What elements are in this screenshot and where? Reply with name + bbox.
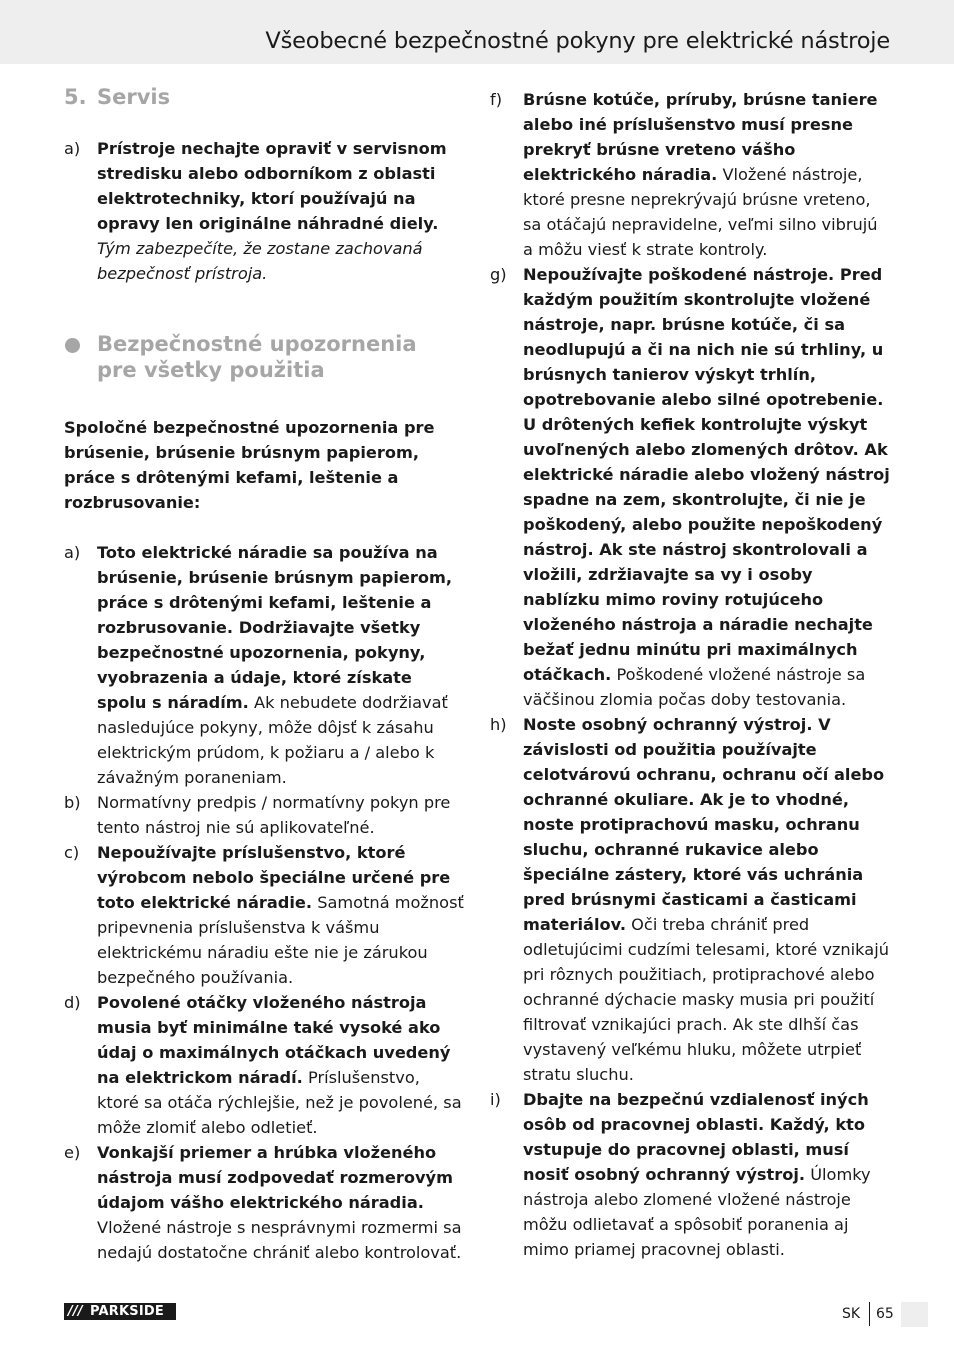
brand-logo [64,1303,176,1320]
list-marker: h) [490,715,507,734]
list-marker: f) [490,90,503,109]
list-item [64,990,464,1140]
item-bold-text: Toto elektrické náradie sa používa na brúsenie, brúsenie brúsnym papierom, práce s drôtenými kefami, leštenie a rozbrusovanie. Dodržiavajte všetky bezpečnostné upozornenia, pokyny, vyobrazenia a údaje, ktoré získate spolu s náradím. [97,543,452,712]
item-normal-text: Vložené nástroje, ktoré presne neprekrývajú brúsne vreteno, sa otáčajú nepravidelne, veľmi silno vibrujú a môžu viesť k strate kontroly. [523,165,878,259]
list-marker: b) [64,793,81,812]
item-bold-text: Brúsne kotúče, príruby, brúsne taniere alebo iné príslušenstvo musí presne prekryť brúsne vreteno vášho elektrického náradia. [523,90,878,184]
left-column [64,84,464,1265]
item-italic-text: Tým zabezpečíte, že zostane zachovaná bezpečnosť prístroja. [97,239,423,283]
page-title: Všeobecné bezpečnostné pokyny pre elektrické nástroje [265,28,890,54]
warnings-intro: Spoločné bezpečnostné upozornenia pre brúsenie, brúsenie brúsnym papierom, práce s drôtenými kefami, leštenie a rozbrusovanie: [64,418,435,512]
item-bold-text: Vonkajší priemer a hrúbka vloženého nástroja musí zodpovedať rozmerovým údajom vášho elektrického náradia. [97,1143,453,1212]
list-marker: a) [64,543,81,562]
item-normal-text: Oči treba chrániť pred odletujúcimi cudzími telesami, ktoré vznikajú pri rôznych použitiach, protiprachové alebo ochranné dýchacie masky musia pri použití filtrovať vznikajúci prach. Ak ste dlhší čas vystavený veľkému hluku, môžete utrpieť stratu sluchu. [523,915,889,1084]
item-normal-text: Normatívny predpis / normatívny pokyn pre tento nástroj nie sú aplikovateľné. [97,793,451,837]
list-item [490,87,890,262]
warnings-title-line2: pre všetky použitia [97,358,325,382]
header-bar [0,0,954,64]
item-bold-text: Prístroje nechajte opraviť v servisnom stredisku alebo odborníkom z oblasti elektrotechniky, ktorí používajú na opravy len originálne náhradné diely. [97,139,447,233]
section-number: 5. [64,85,87,109]
list-marker: g) [490,265,507,284]
list-item-servis-a [64,136,464,286]
item-bold-text: Nepoužívajte príslušenstvo, ktoré výrobcom nebolo špeciálne určené pre toto elektrické náradie. [97,843,451,912]
list-marker: c) [64,843,80,862]
logo-slashes-icon: /// [68,1304,83,1319]
footer-divider [869,1302,870,1326]
section-title: Servis [97,85,171,109]
section-heading-servis [64,84,464,110]
item-bold-text: Povolené otáčky vloženého nástroja musia byť minimálne také vysoké ako údaj o maximálnych otáčkach uvedený na elektrickom náradí. [97,993,451,1087]
list-item [64,790,464,840]
list-marker: a) [64,139,81,158]
list-marker: e) [64,1143,81,1162]
item-bold-text: Dbajte na bezpečnú vzdialenosť iných osôb od pracovnej oblasti. Každý, kto vstupuje do pracovnej oblasti, musí nosiť osobný ochranný výstroj. [523,1090,869,1184]
bullet-icon [65,338,80,353]
item-bold-text: Noste osobný ochranný výstroj. V závislosti od použitia používajte celotvárovú ochranu, ochranu očí alebo ochranné okuliare. Ak je to vhodné, noste protiprachovú masku, ochranu sluchu, ochranné rukavice alebo špeciálne zástery, ktoré vás uchránia pred brúsnymi časticami a časticami materiálov. [523,715,885,934]
item-bold-text: Nepoužívajte poškodené nástroje. Pred každým použitím skontrolujte vložené nástroje, napr. brúsne kotúče, či sa neodlupujú a či na nich nie sú trhliny, u brúsnych tanierov výskyt trhlín, opotrebovanie alebo silné opotrebenie. U drôtených kefiek kontrolujte výskyt uvoľnených alebo zlomených drôtov. Ak elektrické náradie alebo vložený nástroj spadne na zem, skontrolujte, či nie je poškodený, alebo použite nepoškodený nástroj. Ak ste nástroj skontrolovali a vložili, zdržiavajte sa vy i osoby nablízku mimo roviny rotujúceho vloženého nástroja a náradie nechajte bežať jednu minútu pri maximálnych otáčkach. [523,265,890,684]
list-item [490,712,890,1087]
item-normal-text: Príslušenstvo, ktoré sa otáča rýchlejšie, než je povolené, sa môže zlomiť alebo odletieť. [97,1068,462,1137]
item-normal-text: Poškodené vložené nástroje sa väčšinou zlomia počas doby testovania. [523,665,866,709]
item-normal-text: Samotná možnosť pripevnenia príslušenstva k vášmu elektrickému náradiu ešte nie je zárukou bezpečného používania. [97,893,464,987]
list-item [490,262,890,712]
list-marker: d) [64,993,81,1012]
brand-name: PARKSIDE [90,1304,164,1319]
warnings-title-line1: Bezpečnostné upozornenia [97,332,417,356]
list-item [490,1087,890,1262]
list-item [64,1140,464,1265]
list-marker: i) [490,1090,501,1109]
item-normal-text: Ak nebudete dodržiavať nasledujúce pokyny, môže dôjsť k zásahu elektrickým prúdom, k požiaru a / alebo k závažným poraneniam. [97,693,448,787]
section-heading-warnings [64,331,464,383]
language-code: SK [842,1306,861,1322]
right-column [490,87,890,1262]
item-normal-text: Vložené nástroje s nesprávnymi rozmermi sa nedajú dostatočne chrániť alebo kontrolovať. [97,1218,462,1262]
item-normal-text: Úlomky nástroja alebo zlomené vložené nástroje môžu odlietavať a spôsobiť poranenia aj mimo priamej pracovnej oblasti. [523,1165,871,1259]
list-item [64,540,464,790]
page-number: 65 [876,1306,894,1322]
list-item [64,840,464,990]
footer-tab-box [901,1302,928,1327]
